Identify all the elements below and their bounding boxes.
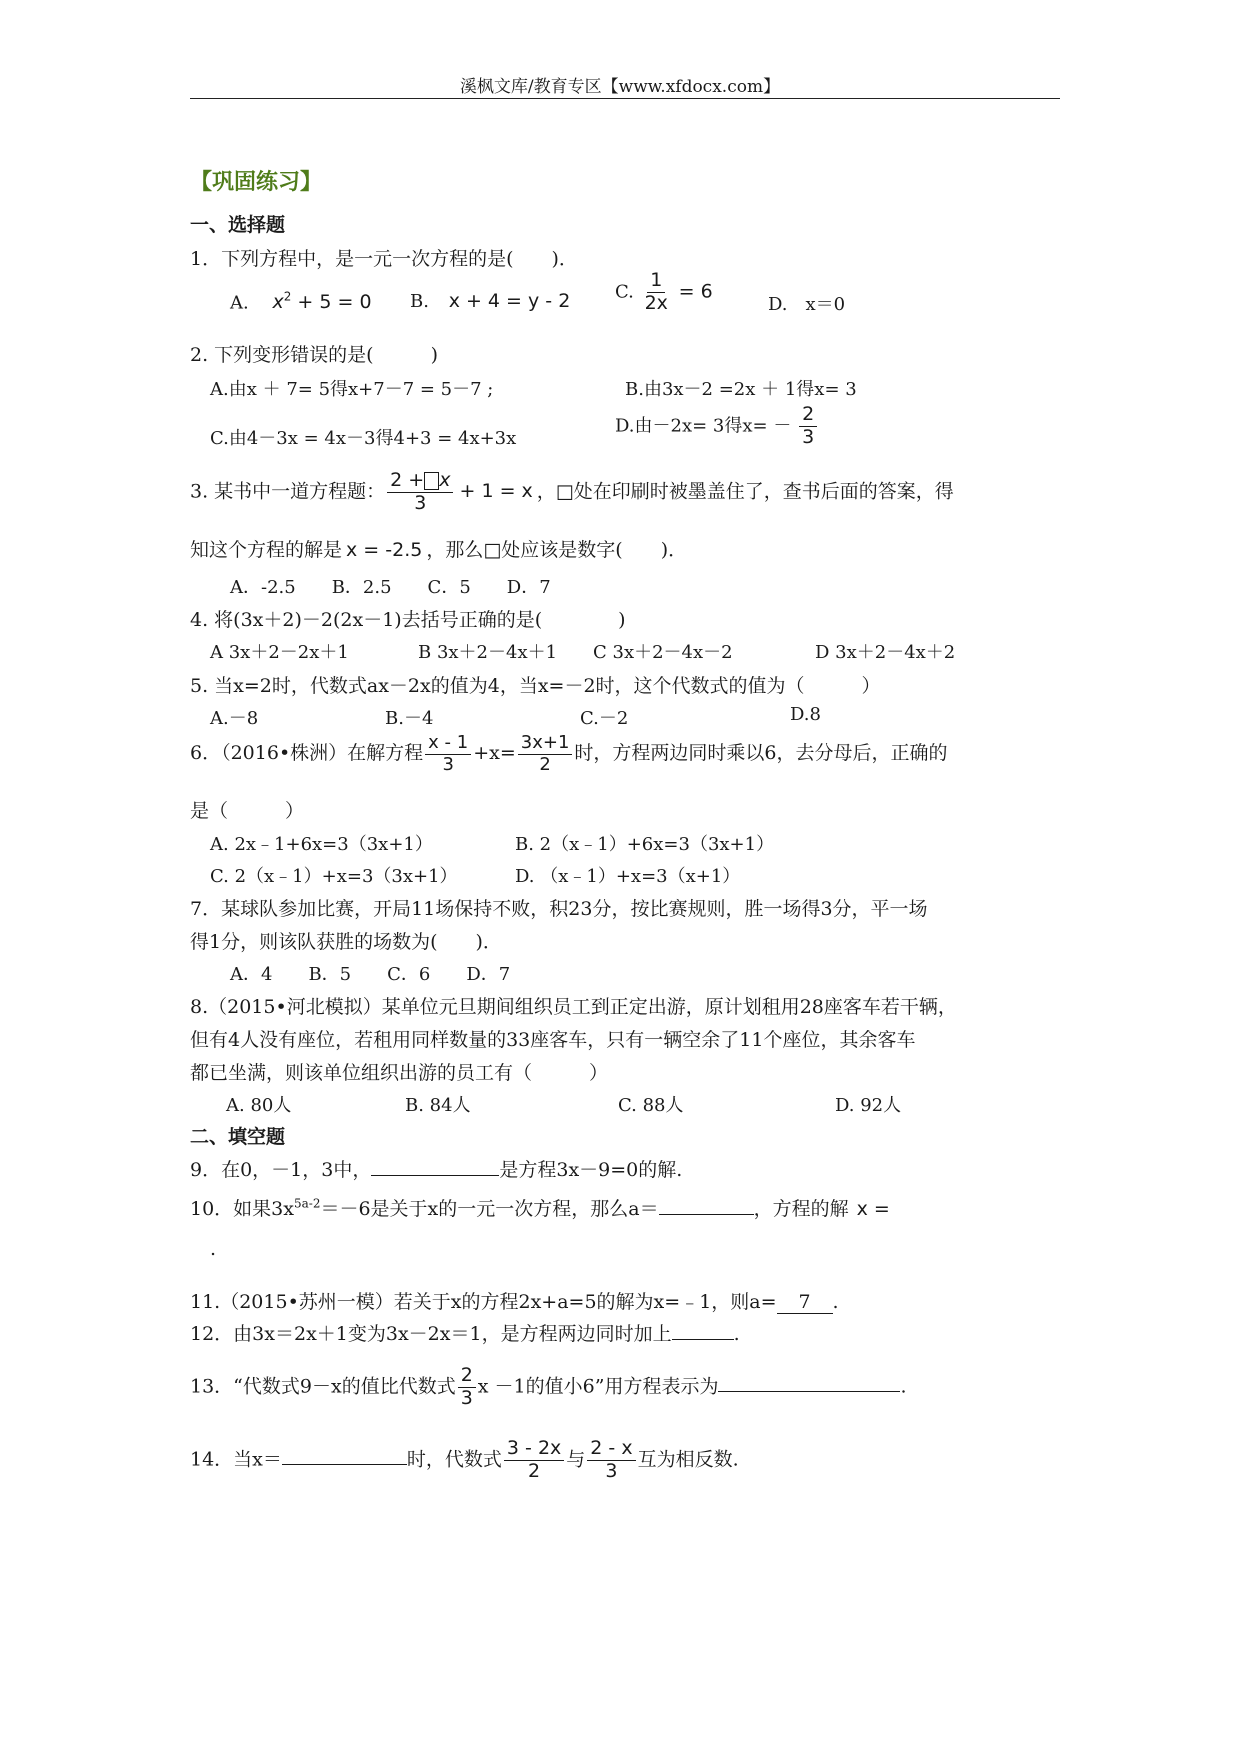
q6-pre: 6．（2016•株洲）在解方程 (190, 742, 424, 765)
q3-line2-pre: 知这个方程的解是 (190, 539, 343, 561)
q3-fraction (387, 470, 453, 515)
option-a-rest: + 5 = 0 (291, 291, 372, 314)
question-6-option-b: B. 2（x﹣1）+6x=3（3x+1） (515, 834, 775, 855)
q14-pre: 14．当x＝ (190, 1448, 282, 1471)
q3-eq: + 1 = x (459, 480, 533, 503)
question-1-option-b (410, 290, 570, 312)
q3-line2-post: ，那么□处应该是数字( )． (426, 539, 688, 561)
q14-f1-den: 2 (528, 1459, 541, 1482)
question-2-option-c: C.由4－3x = 4x－3得4+3 = 4x+3x (210, 428, 517, 449)
question-9 (190, 1155, 682, 1182)
q9-post: 是方程3x－9=0的解. (499, 1159, 683, 1181)
q12-pre: 12．由3x＝2x＋1变为3x－2x＝1，是方程两边同时加上 (190, 1323, 672, 1345)
q14-fraction-2 (587, 1438, 635, 1483)
question-8-option-b: B. 84人 (405, 1095, 471, 1116)
q10-mid: ＝－6是关于x的一元一次方程，那么a＝ (320, 1198, 659, 1220)
q10-post: ，方程的解 (753, 1198, 849, 1220)
q13-num: 2 (458, 1365, 476, 1388)
question-1-option-c (615, 270, 713, 315)
option-c-label: C. (615, 281, 634, 303)
question-12 (190, 1319, 740, 1346)
option-a-label: A. (230, 292, 249, 314)
question-4-option-a: A 3x＋2－2x＋1 (210, 642, 349, 663)
q14-and: 与 (566, 1448, 586, 1471)
q6-f2-num: 3x+1 (518, 733, 573, 755)
q3-solution: x = -2.5 (346, 539, 423, 561)
q6-fraction-2 (518, 733, 573, 775)
q9-answer-blank[interactable] (371, 1157, 499, 1176)
option-c-fraction (642, 270, 671, 315)
q14-fraction-1 (504, 1438, 564, 1483)
option-d-text: D.由－2x= 3得x= － (615, 415, 792, 437)
question-4-option-c: C 3x＋2－4x－2 (593, 642, 733, 663)
ink-blot-box (424, 472, 439, 490)
question-6-line-2: 是（ ） (190, 800, 305, 822)
q9-pre: 9．在0，－1，3中， (190, 1159, 372, 1181)
question-7-options: A．4 B．5 C．6 D．7 (230, 964, 511, 985)
q13-answer-blank[interactable] (718, 1373, 900, 1392)
q14-f1-num: 3 - 2x (504, 1438, 564, 1461)
question-4-stem: 4. 将(3x＋2)－2(2x－1)去括号正确的是( ) (190, 609, 626, 631)
question-6-line-1 (190, 733, 948, 775)
q14-f2-den: 3 (605, 1459, 618, 1482)
option-a-base: x (272, 291, 284, 314)
q3-num-b: x (439, 469, 451, 491)
q12-post: . (733, 1323, 740, 1345)
q10-exponent: 5a-2 (293, 1196, 321, 1211)
part-2-heading: 二、填空题 (190, 1126, 286, 1148)
page-header: 溪枫文库/教育专区【www.xfdocx.com】 (459, 77, 781, 97)
question-5-option-b: B.－4 (385, 708, 434, 729)
q6-post: 时，方程两边同时乘以6，去分母后，正确的 (574, 742, 948, 765)
option-b-label: B. (410, 291, 429, 312)
question-5-option-d: D.8 (790, 704, 821, 725)
q3-post: ，□处在印刷时被墨盖住了，查书后面的答案，得 (536, 480, 954, 503)
question-2-option-d (615, 404, 819, 449)
question-8-line-3: 都已坐满，则该单位组织出游的员工有（ ） (190, 1062, 609, 1084)
q3-den: 3 (414, 491, 427, 514)
question-8-option-d: D. 92人 (835, 1095, 902, 1116)
part-1-heading: 一、选择题 (190, 214, 286, 236)
question-2-stem: 2. 下列变形错误的是( ) (190, 344, 438, 366)
question-5-stem: 5. 当x=2时，代数式ax－2x的值为4，当x=－2时，这个代数式的值为（ ） (190, 675, 881, 697)
q6-f1-num: x - 1 (425, 733, 471, 755)
q13-den: 3 (460, 1386, 473, 1409)
option-c-numerator: 1 (647, 270, 665, 293)
q14-f2-num: 2 - x (587, 1438, 635, 1461)
question-5-option-c: C.－2 (580, 708, 629, 729)
q3-num-a: 2 + (390, 469, 425, 491)
q10-x-equals: x = (856, 1198, 890, 1220)
question-6-option-a: A. 2x﹣1+6x=3（3x+1） (210, 834, 433, 855)
question-1-option-d: D. x＝0 (768, 294, 846, 315)
section-title: 【巩固练习】 (190, 170, 323, 195)
question-8-line-2: 但有4人没有座位，若租用同样数量的33座客车，只有一辆空余了11个座位，其余客车 (190, 1029, 916, 1051)
q11-post: . (832, 1291, 839, 1313)
question-10 (190, 1194, 890, 1221)
question-8-line-1: 8.（2015•河北模拟）某单位元旦期间组织员工到正定出游，原计划租用28座客车若干辆， (190, 996, 957, 1018)
option-c-rest: = 6 (678, 280, 713, 303)
q14-mid: 时，代数式 (406, 1448, 502, 1471)
option-b-expr: x + 4 = y - 2 (448, 290, 571, 312)
question-1-option-a (230, 290, 372, 313)
question-7-line-1: 7．某球队参加比赛，开局11场保持不败，积23分，按比赛规则，胜一场得3分，平一场 (190, 898, 928, 920)
q6-mid: +x= (473, 742, 516, 765)
question-6-option-d: D. （x﹣1）+x=3（x+1） (515, 866, 741, 887)
question-10-line-2: . (210, 1238, 217, 1260)
question-5-option-a: A.－8 (210, 708, 259, 729)
question-6-option-c: C. 2（x﹣1）+x=3（3x+1） (210, 866, 458, 887)
question-13 (190, 1365, 907, 1410)
question-3-line-2 (190, 535, 687, 562)
question-3-options: A．-2.5 B．2.5 C．5 D．7 (230, 577, 551, 598)
question-1-stem: 1．下列方程中，是一元一次方程的是( )． (190, 248, 578, 270)
question-4-option-d: D 3x＋2－4x＋2 (815, 642, 956, 663)
q10-pre: 10．如果3x (190, 1198, 294, 1220)
option-a-sup: 2 (283, 290, 292, 304)
q6-fraction-1 (425, 733, 471, 775)
question-4-option-b: B 3x＋2－4x＋1 (418, 642, 558, 663)
question-2-option-a: A.由x ＋ 7= 5得x+7－7 = 5－7 ; (210, 379, 494, 400)
question-8-option-a: A. 80人 (226, 1095, 292, 1116)
question-11 (190, 1287, 839, 1314)
q11-pre: 11.（2015•苏州一模）若关于x的方程2x+a=5的解为x=﹣1，则a= (190, 1291, 777, 1313)
option-c-denominator: 2x (644, 291, 668, 314)
option-d-numerator: 2 (799, 404, 817, 427)
q13-mid: x －1的值小6”用方程表示为 (477, 1375, 719, 1398)
option-d-denominator: 3 (802, 425, 815, 448)
q10-a-blank[interactable] (659, 1196, 754, 1215)
q11-answer: 7 (777, 1291, 833, 1314)
question-7-line-2: 得1分，则该队获胜的场数为( )． (190, 931, 502, 953)
q6-f2-den: 2 (539, 753, 551, 775)
q14-answer-blank[interactable] (282, 1446, 407, 1465)
header-rule (190, 98, 1060, 99)
question-14 (190, 1438, 739, 1483)
question-8-option-c: C. 88人 (618, 1095, 684, 1116)
q13-post: . (900, 1375, 907, 1398)
q13-fraction (458, 1365, 476, 1410)
q3-pre: 3. 某书中一道方程题： (190, 480, 386, 503)
q12-answer-blank[interactable] (672, 1321, 734, 1340)
q13-pre: 13．“代数式9－x的值比代数式 (190, 1375, 456, 1398)
question-3-line-1 (190, 470, 954, 515)
question-2-option-b: B.由3x－2 =2x ＋ 1得x= 3 (625, 379, 857, 400)
q6-f1-den: 3 (442, 753, 454, 775)
option-a-expr (272, 291, 371, 313)
option-d-fraction (799, 404, 817, 449)
q14-post: 互为相反数. (637, 1448, 739, 1471)
